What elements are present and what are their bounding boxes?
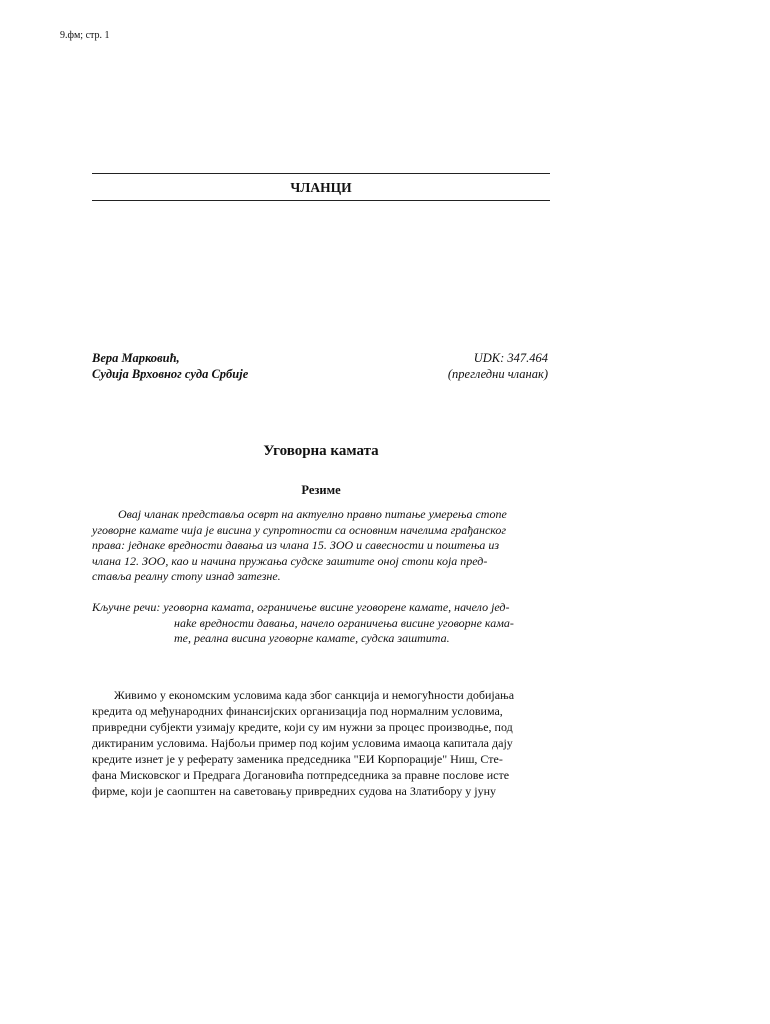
keywords: [92, 600, 550, 647]
abstract-line: ставља реалну стопу изнад затезне.: [92, 569, 281, 583]
classification-block: [448, 350, 548, 382]
section-bottom-rule: [92, 200, 550, 201]
keywords-line: те, реална висина уговорне камате, судска заштита.: [174, 631, 450, 645]
section-title: ЧЛАНЦИ: [290, 180, 352, 195]
body-paragraph: [92, 687, 550, 799]
keywords-line: нake вредности давања, начело ограничења висине уговорне кама-: [174, 615, 514, 630]
author-position: Судија Врховног суда Србије: [92, 367, 249, 381]
body-line: фана Мисковског и Предрага Догановића потпредседника за правне послове исте: [92, 768, 510, 782]
author-name: Вера Марковић,: [92, 351, 180, 365]
body-line: фирме, који је саопштен на саветовању привредних судова на Златибору у јуну: [92, 784, 497, 798]
body-line: диктираним условима. Најбољи пример под којим условима имаоца капитала дају: [92, 736, 513, 750]
abstract: [92, 507, 550, 585]
abstract-line: права: једнаке вредности давања из члана 15. ЗОО и савесности и поштења из: [92, 538, 500, 552]
body-line: кредите изнет је у реферату заменика председника "ЕИ Корпорације" Ниш, Сте-: [92, 752, 503, 766]
section-top-rule: [92, 173, 550, 174]
article-type: (прегледни чланак): [447, 367, 548, 381]
body-line: Живимо у економским условима када због санкција и немогућности добијања: [114, 688, 515, 702]
keywords-line: уговорна камата, ограничење висине уговорене камате, начело јед-: [163, 600, 510, 614]
author-block: [92, 350, 248, 382]
abstract-line: Овај чланак представља осврт на актуелно правно питање умерења стопе: [118, 507, 507, 521]
keywords-label: Кључне речи:: [92, 600, 161, 614]
article-title: Уговорна камата: [263, 443, 379, 459]
body-line: кредита од међународних финансијских организација под нормалним условима,: [92, 704, 503, 718]
summary-heading: Резиме: [301, 483, 341, 497]
udk-code: UDK: 347.464: [473, 351, 548, 365]
abstract-line: члана 12. ЗОО, као и начина пружања судске заштите оној стопи која пред-: [92, 553, 488, 568]
abstract-line: уговорне камате чија је висина у супротности са основним начелима грађанског: [92, 522, 507, 537]
body-line: привредни субјекти узимају кредите, који су им нужни за процес производње, под: [92, 720, 513, 734]
page-label: 9.фм; стр. 1: [60, 30, 110, 41]
